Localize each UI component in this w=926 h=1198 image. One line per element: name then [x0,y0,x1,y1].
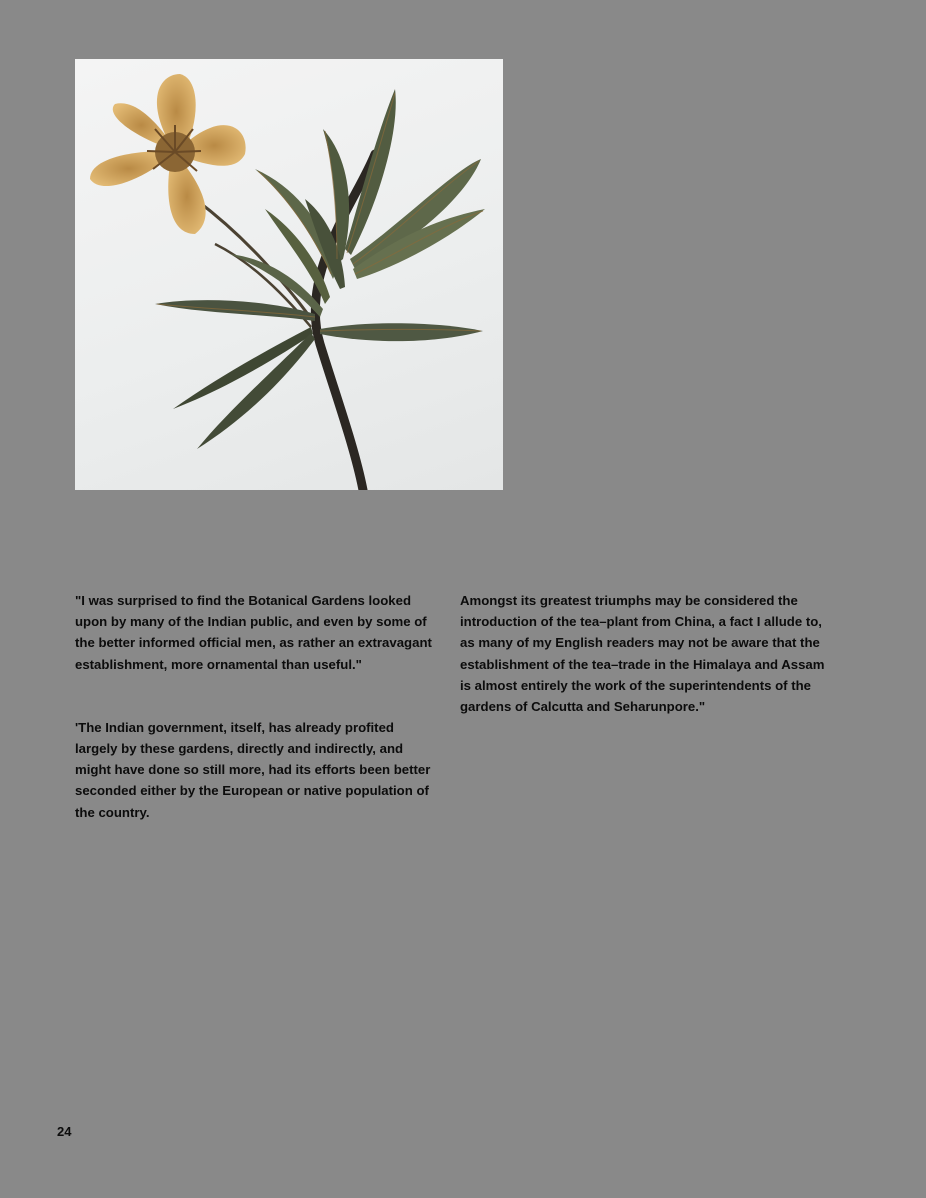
pressed-flower [90,74,246,234]
specimen-photo [75,59,503,490]
page-number: 24 [57,1124,72,1139]
right-paragraph-1: Amongst its greatest triumphs may be considered the introduction of the tea–plant from China, a fact I allude to, as many of my English readers may not be aware that the establishment of the tea–trade in the Himalaya and Assam is almost entirely the work of the superintendents of the gardens of Calcutta and Seharunpore." [460,593,825,715]
left-text-column [75,590,435,823]
left-paragraph-1: "I was surprised to find the Botanical Gardens looked upon by many of the Indian public, and even by some of the better informed official men, as rather an extravagant establishment, more ornamental than useful." [75,593,432,672]
left-paragraph-2: 'The Indian government, itself, has already profited largely by these gardens, directly and indirectly, and might have done so still more, had its efforts been better seconded either by the European or native population of the country. [75,719,431,820]
pressed-flower-illustration [75,59,503,490]
right-text-column [460,590,835,717]
